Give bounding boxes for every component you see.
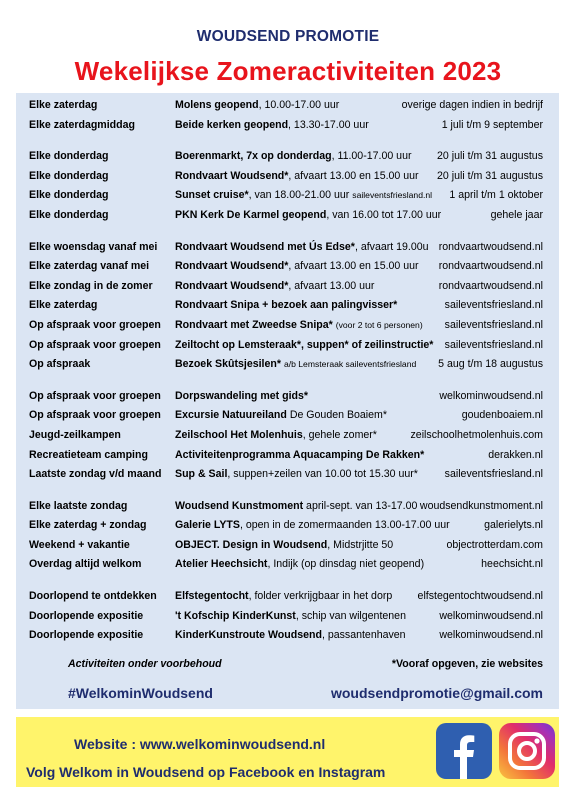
schedule-activity <box>175 610 406 622</box>
schedule-activity <box>175 209 441 221</box>
activity-name: Sup & Sail <box>175 468 228 481</box>
activity-name: Rondvaart Woudsend* <box>175 279 289 292</box>
schedule-when: Elke donderdag <box>29 150 109 163</box>
schedule-when: Elke zaterdagmiddag <box>29 118 135 131</box>
schedule-when: Op afspraak voor groepen <box>29 409 161 422</box>
schedule-row <box>16 316 559 336</box>
schedule-info: saileventsfriesland.nl <box>444 338 543 351</box>
social-follow-text: Volg Welkom in Woudsend op Facebook en Instagram <box>26 764 386 780</box>
schedule-info: heechsicht.nl <box>481 558 543 571</box>
schedule-info: goudenboaiem.nl <box>461 409 543 422</box>
schedule-activity <box>175 539 393 551</box>
schedule-activity <box>175 319 423 331</box>
facebook-icon[interactable] <box>436 723 492 779</box>
schedule-activity <box>175 390 308 402</box>
activity-details: , passantenhaven <box>321 629 406 642</box>
activity-name: Excursie Natuureiland <box>175 409 287 422</box>
activity-name: Boerenmarkt, 7x op donderdag <box>175 150 332 163</box>
schedule-activity <box>175 280 374 292</box>
schedule-when: Elke zaterdag vanaf mei <box>29 260 150 273</box>
schedule-row <box>16 387 559 407</box>
schedule-when: Overdag altijd welkom <box>29 558 142 571</box>
activity-note: a/b Lemsteraak saileventsfriesland <box>283 359 417 370</box>
schedule-info: woudsendkunstmoment.nl <box>419 499 543 512</box>
schedule-info: gehele jaar <box>490 208 543 221</box>
activity-name: Atelier Heechsicht <box>175 558 268 571</box>
schedule-when: Recreatieteam camping <box>29 448 148 461</box>
schedule-row <box>16 167 559 187</box>
schedule-info: 5 aug t/m 18 augustus <box>438 358 543 371</box>
schedule-info: objectrotterdam.com <box>446 538 543 551</box>
activity-name: Zeiltocht op Lemsteraak*, suppen* of zeilinstructie* <box>175 338 434 351</box>
activity-name: Galerie LYTS <box>175 519 240 532</box>
schedule-row <box>16 536 559 556</box>
schedule-info: derakken.nl <box>488 448 543 461</box>
schedule-when: Op afspraak voor groepen <box>29 338 161 351</box>
schedule-activity <box>175 590 392 602</box>
schedule-when: Elke zaterdag <box>29 99 98 111</box>
activity-name: Zeilschool Het Molenhuis <box>175 428 303 441</box>
activity-details: , gehele zomer* <box>302 428 377 441</box>
email-link[interactable]: woudsendpromotie@gmail.com <box>330 685 543 701</box>
activity-name: Rondvaart Woudsend* <box>175 260 289 273</box>
activity-name: OBJECT. Design in Woudsend <box>175 538 328 551</box>
schedule-row <box>16 206 559 226</box>
schedule-info: 1 april t/m 1 oktober <box>449 189 543 202</box>
schedule-when: Op afspraak <box>29 358 91 371</box>
activity-details: , afvaart 19.00u <box>354 240 429 253</box>
schedule-info: 20 juli t/m 31 augustus <box>437 169 543 182</box>
activity-details: De Gouden Boaiem* <box>286 409 387 422</box>
schedule-activity <box>175 468 418 480</box>
activity-details: , van 18.00-21.00 uur <box>248 189 353 202</box>
schedule-activity <box>175 150 412 162</box>
instagram-icon[interactable] <box>499 723 555 779</box>
schedule-info: zeilschoolhetmolenhuis.com <box>410 428 543 441</box>
activity-details: , open in de zomermaanden 13.00-17.00 uur <box>239 519 450 532</box>
org-name: WOUDSEND PROMOTIE <box>196 28 380 45</box>
schedule-row <box>16 497 559 517</box>
activity-details: , 10.00-17.00 uur <box>258 99 340 111</box>
activity-details: , 13.30-17.00 uur <box>288 118 369 131</box>
activity-name: Rondvaart Woudsend met Ús Edse* <box>175 240 355 253</box>
activity-name: Rondvaart Woudsend* <box>175 169 289 182</box>
schedule-when: Elke donderdag <box>29 208 109 221</box>
activity-note: (voor 2 tot 6 personen) <box>335 319 423 330</box>
schedule-panel <box>16 93 559 709</box>
activity-details: , afvaart 13.00 en 15.00 uur <box>288 260 419 273</box>
activity-name: Dorpswandeling met gids* <box>175 389 309 402</box>
schedule-row <box>16 147 559 167</box>
schedule-when: Elke zaterdag <box>29 299 98 312</box>
schedule-row <box>16 406 559 426</box>
website-link[interactable]: Website : www.welkominwoudsend.nl <box>74 736 326 752</box>
schedule-when: Elke laatste zondag <box>29 499 128 512</box>
activity-name: Rondvaart Snipa + bezoek aan palingvisser* <box>175 299 398 312</box>
activity-details: , afvaart 13.00 en 15.00 uur <box>288 169 419 182</box>
schedule-when: Doorlopende expositie <box>29 609 144 622</box>
schedule-info: rondvaartwoudsend.nl <box>438 260 543 273</box>
schedule-when: Elke zondag in de zomer <box>29 279 153 292</box>
activity-name: Molens geopend <box>175 99 259 111</box>
activity-name: PKN Kerk De Karmel geopend <box>175 208 327 221</box>
schedule-row <box>16 607 559 627</box>
footer-banner <box>16 717 559 787</box>
schedule-info: rondvaartwoudsend.nl <box>438 279 543 292</box>
schedule-when: Doorlopend te ontdekken <box>29 590 157 603</box>
schedule-when: Elke zaterdag + zondag <box>29 519 147 532</box>
schedule-row <box>16 116 559 136</box>
schedule-info: 1 juli t/m 9 september <box>441 118 543 131</box>
schedule-row <box>16 186 559 206</box>
schedule-activity <box>175 189 432 201</box>
schedule-activity <box>175 519 450 531</box>
schedule-when: Jeugd-zeilkampen <box>29 428 121 441</box>
activity-name: Sunset cruise* <box>175 189 249 202</box>
schedule-row <box>16 426 559 446</box>
activity-name: Rondvaart met Zweedse Snipa* <box>175 318 333 331</box>
schedule-row <box>16 96 559 116</box>
activity-details: , afvaart 13.00 uur <box>288 279 375 292</box>
schedule-activity <box>175 260 419 272</box>
schedule-row <box>16 446 559 466</box>
schedule-activity <box>175 500 417 512</box>
schedule-row <box>16 555 559 575</box>
schedule-when: Doorlopende expositie <box>29 629 144 642</box>
schedule-activity <box>175 299 397 311</box>
activity-name: KinderKunstroute Woudsend <box>175 629 322 642</box>
schedule-row <box>16 465 559 485</box>
schedule-activity <box>175 449 424 461</box>
schedule-info: welkominwoudsend.nl <box>439 389 543 402</box>
activity-note: saileventsfriesland.nl <box>352 190 433 201</box>
schedule-activity <box>175 409 387 421</box>
schedule-activity <box>175 558 424 570</box>
schedule-activity <box>175 339 433 351</box>
schedule-activity <box>175 241 429 253</box>
activity-details: , folder verkrijgbaar in het dorp <box>248 590 393 603</box>
schedule-activity <box>175 99 339 111</box>
schedule-list <box>16 96 559 646</box>
schedule-row <box>16 277 559 297</box>
schedule-activity <box>175 429 377 441</box>
schedule-row <box>16 587 559 607</box>
activity-details: , Midstrjitte 50 <box>327 538 394 551</box>
schedule-when: Op afspraak voor groepen <box>29 318 161 331</box>
schedule-info: rondvaartwoudsend.nl <box>438 240 543 253</box>
activity-details: , 11.00-17.00 uur <box>331 150 412 163</box>
schedule-when: Laatste zondag v/d maand <box>29 468 162 481</box>
schedule-info: elfstegentochtwoudsend.nl <box>417 590 543 603</box>
schedule-activity <box>175 119 369 131</box>
activity-details: april-sept. van 13-17.00 <box>303 499 418 512</box>
schedule-row <box>16 516 559 536</box>
activity-details: , suppen+zeilen van 10.00 tot 15.30 uur* <box>227 468 418 481</box>
activity-name: Elfstegentocht <box>175 590 249 603</box>
hashtag: #WelkominWoudsend <box>68 685 213 701</box>
schedule-row <box>16 296 559 316</box>
schedule-info: galerielyts.nl <box>484 519 543 532</box>
schedule-row <box>16 355 559 375</box>
schedule-when: Elke woensdag vanaf mei <box>29 240 158 253</box>
activity-name: Beide kerken geopend <box>175 118 289 131</box>
schedule-activity <box>175 629 406 641</box>
activity-name: 't Kofschip KinderKunst <box>175 609 296 622</box>
activity-details: , Indijk (op dinsdag niet geopend) <box>267 558 425 571</box>
schedule-info: 20 juli t/m 31 augustus <box>437 150 543 163</box>
activity-name: Bezoek Skûtsjesilen* <box>175 358 281 371</box>
schedule-info: saileventsfriesland.nl <box>444 318 543 331</box>
schedule-info: saileventsfriesland.nl <box>444 299 543 312</box>
schedule-when: Elke donderdag <box>29 189 109 202</box>
schedule-row <box>16 336 559 356</box>
schedule-info: overige dagen indien in bedrijf <box>401 99 543 111</box>
schedule-row <box>16 257 559 277</box>
schedule-info: saileventsfriesland.nl <box>444 468 543 481</box>
schedule-info: welkominwoudsend.nl <box>439 629 543 642</box>
schedule-activity <box>175 358 416 370</box>
schedule-row <box>16 238 559 258</box>
page-title: Wekelijkse Zomeractiviteiten 2023 <box>74 56 502 86</box>
activity-details: , schip van wilgentenen <box>295 609 406 622</box>
schedule-when: Weekend + vakantie <box>29 538 130 551</box>
schedule-activity <box>175 170 419 182</box>
activity-name: Woudsend Kunstmoment <box>175 499 304 512</box>
registration-note: *Vooraf opgeven, zie websites <box>391 658 543 670</box>
schedule-row <box>16 626 559 646</box>
schedule-when: Op afspraak voor groepen <box>29 389 161 402</box>
schedule-when: Elke donderdag <box>29 169 109 182</box>
disclaimer-note: Activiteiten onder voorbehoud <box>68 658 222 670</box>
schedule-info: welkominwoudsend.nl <box>439 609 543 622</box>
activity-details: , van 16.00 tot 17.00 uur <box>326 208 442 221</box>
activity-name: Activiteitenprogramma Aquacamping De Rakken* <box>175 448 425 461</box>
